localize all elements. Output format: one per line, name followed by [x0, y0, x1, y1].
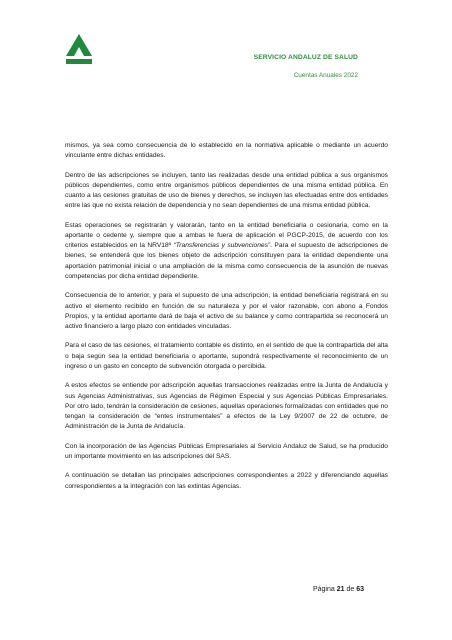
paragraph-1: mismos, ya sea como consecuencia de lo establecido en la normativa aplicable o mediante un acuerdo vinculante entre dichas entidades. — [65, 142, 388, 160]
document-body — [65, 141, 388, 501]
paragraph-7: Con la incorporación de las Agencias Públicas Empresariales al Servicio Andaluz de Salud, se ha producido un importante movimiento en las adscripciones del SAS. — [65, 442, 388, 460]
paragraph-4: Consecuencia de lo anterior, y para el supuesto de una adscripción, la entidad beneficiaria registrará en su activo el elemento recibido en función de su naturaleza y por el valor razonable, con abono a Fondos Propios, y la entidad aportante dará de baja el activo de su balance y como contrapartida se reconocerá un activo financiero a largo plazo con entidades vinculadas. — [65, 292, 388, 330]
document-header — [254, 54, 358, 79]
paragraph-6: A estos efectos se entiende por adscripción aquellas transacciones realizadas entre la Junta de Andalucía y sus Agencias Administrativas, sus Agencias de Régimen Especial y sus Agencias Públicas Empresariales. Por otro lado, tendrán la consideración de cesiones, aquellas operaciones formalizadas con entidades que no tengan la consideración de “entes instrumentales” a efectos de la Ley 9/2007 de 22 de octubre, de Administración de la Junta de Andalucía. — [65, 382, 388, 431]
paragraph-8: A continuación se detallan las principales adscripciones correspondientes a 2022 y diferenciando aquellas correspondientes a la integración con las extintas Agencias. — [65, 472, 388, 490]
paragraph-3-emphasis: “Transferencias y subvenciones” — [173, 242, 271, 250]
header-organization: SERVICIO ANDALUZ DE SALUD — [253, 54, 358, 61]
header-report-title: Cuentas Anuales 2022 — [293, 72, 358, 79]
page-current: 21 — [336, 586, 345, 593]
page-separator: de — [346, 586, 355, 593]
page-number — [313, 586, 364, 593]
paragraph-3-text-a: Estas operaciones se registrarán y valorarán, tanto en la entidad beneficiaria o cesionaria, como en la aportante o cedente y, siempre que a ambas le fuera de aplicación el PGCP-2015, de acuerdo con los criterios establecidos en la NRV18ª — [65, 221, 388, 250]
junta-andalucia-logo-icon — [66, 34, 92, 64]
paragraph-2: Dentro de las adscripciones se incluyen, tanto las realizadas desde una entidad pública a sus organismos públicos dependientes, como entre organismos públicos dependientes de una misma entidad pública. En cuanto a las cesiones gratuitas de uso de bienes y derechos, se incluyen las efectuadas entre dos entidades entre las que no exista relación de dependencia y no sean dependientes de una misma entidad pública. — [65, 171, 388, 210]
paragraph-5: Para el caso de las cesiones, el tratamiento contable es distinto, en el sentido de que la contrapartida del alta o baja según sea la entidad beneficiaria o aportante, supondrá respectivamente el reconocimiento de un ingreso o un gasto en concepto de subvención otorgada o percibida. — [65, 342, 388, 370]
page-total: 63 — [356, 586, 364, 593]
page-label: Página — [312, 586, 335, 593]
paragraph-3-text-b: . Para el supuesto de adscripciones de bienes, se entenderá que los bienes objeto de adscripción constituyen para la entidad dependiente una aportación patrimonial inicial o una ampliación de la misma como consecuencia de la asunción de nuevas competencias por dicha entidad dependiente. — [65, 242, 388, 280]
paragraph-3 — [65, 221, 388, 282]
